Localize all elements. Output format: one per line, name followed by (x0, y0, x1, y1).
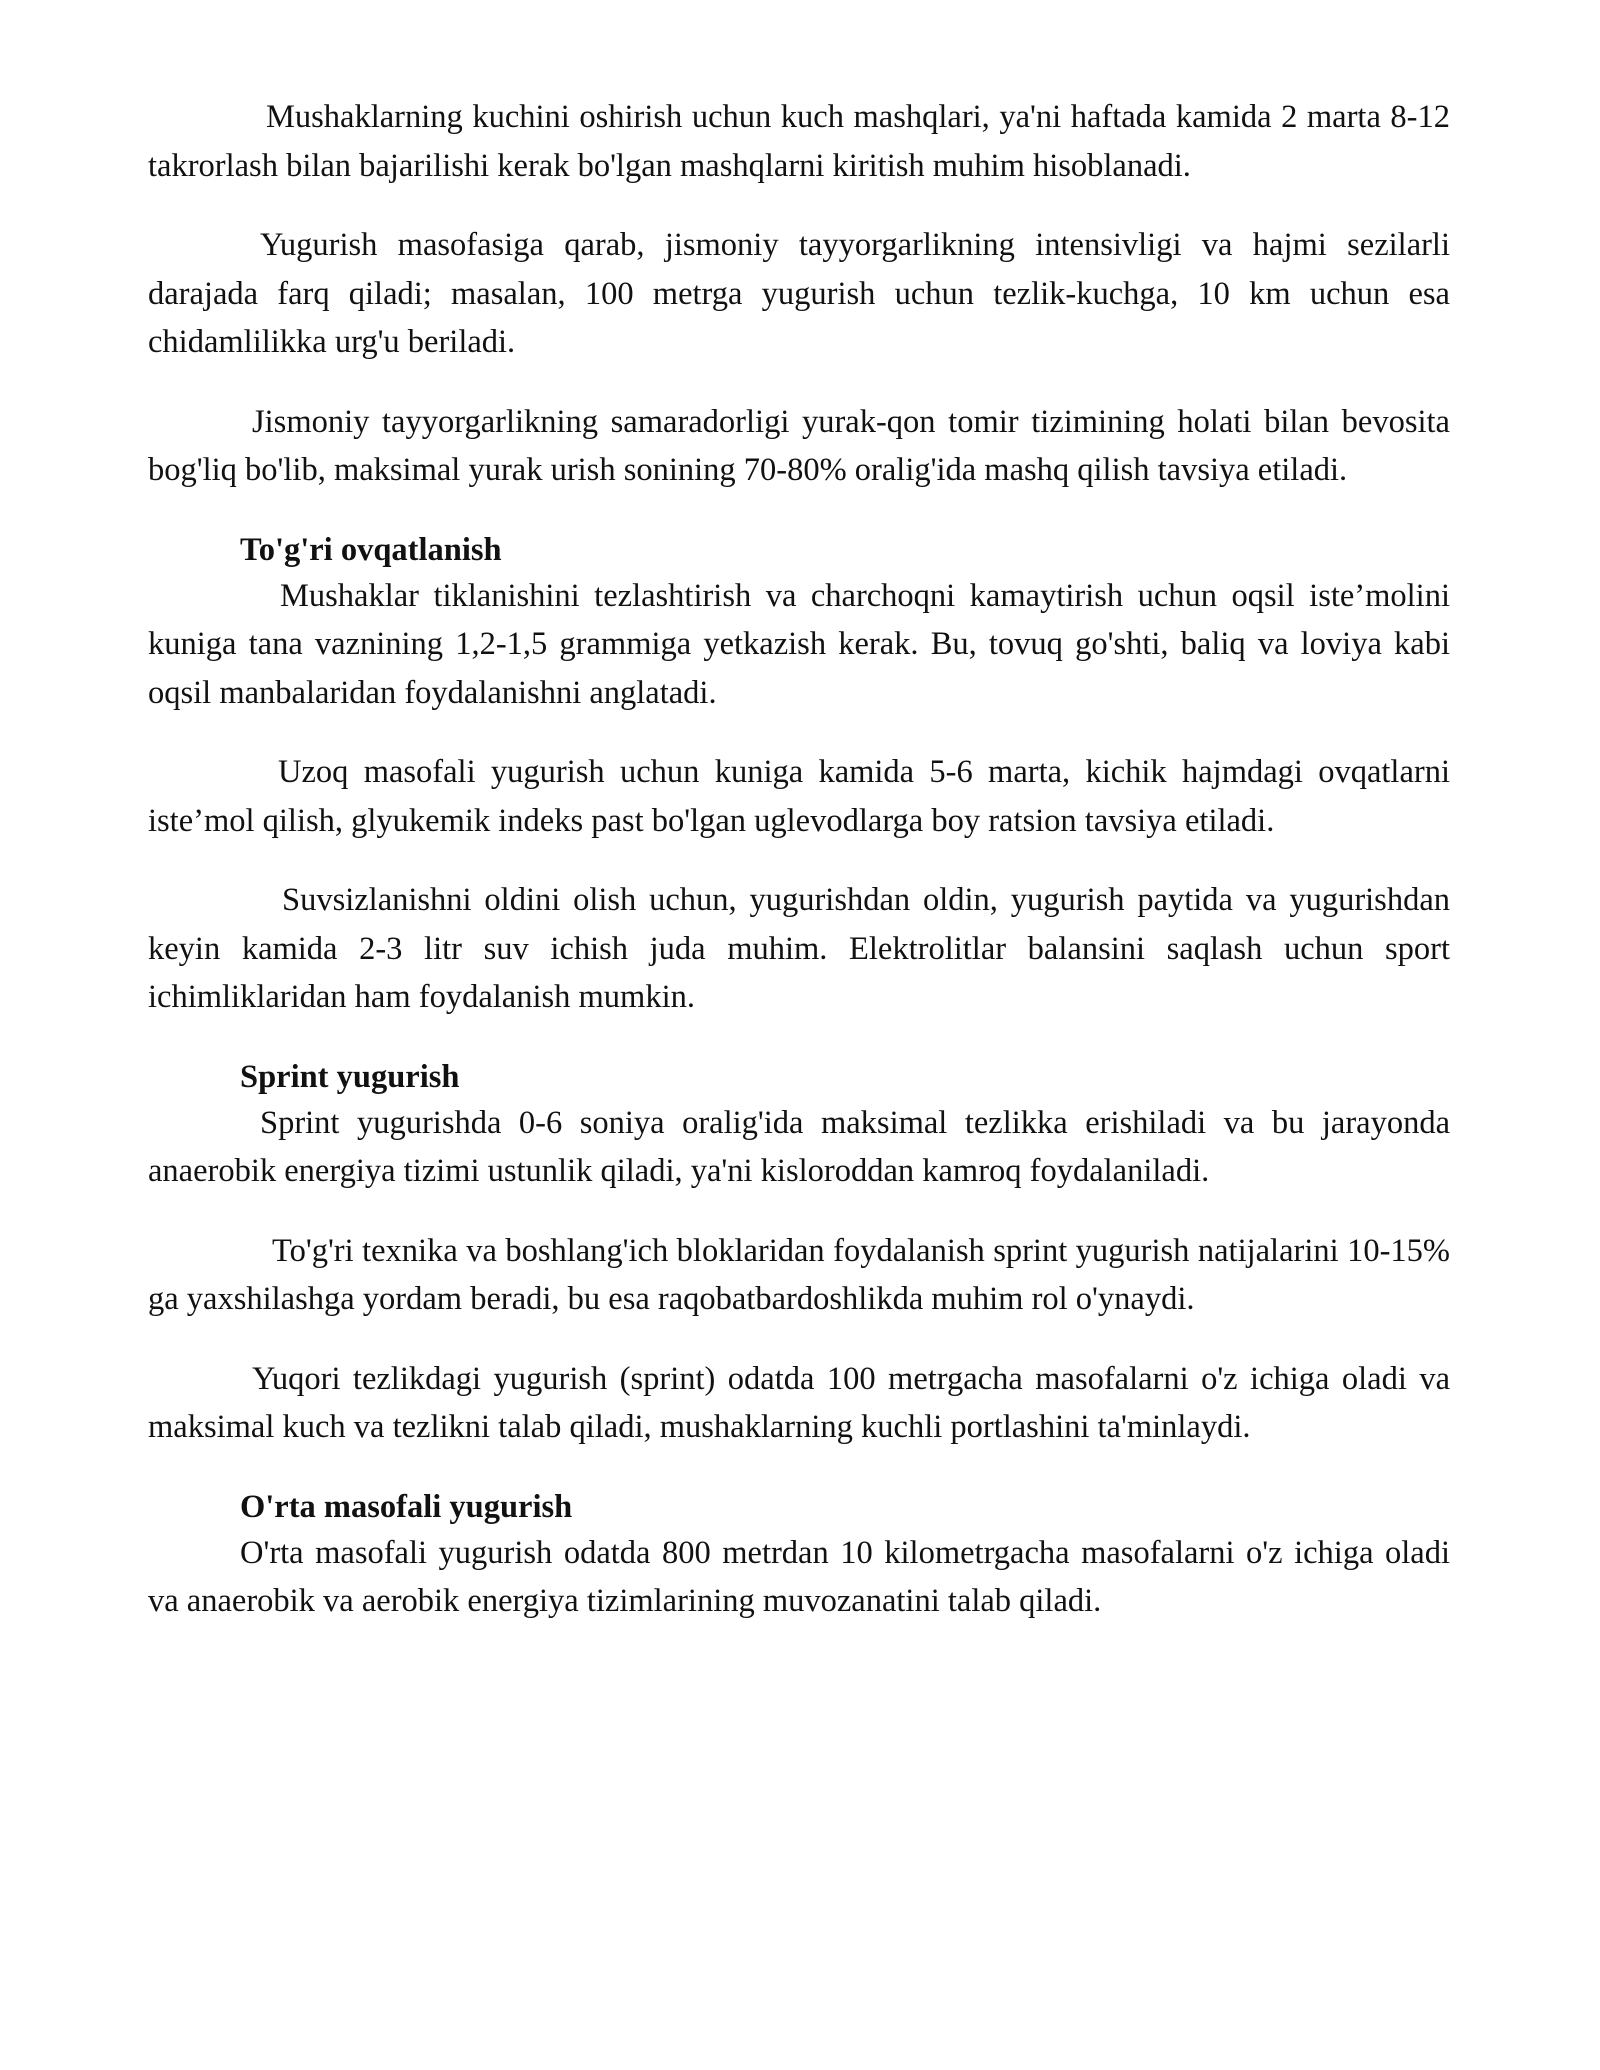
paragraph-strength-training: Mushaklarning kuchini oshirish uchun kuch mashqlari, ya'ni haftada kamida 2 marta 8-12 takrorlash bilan bajarilishi kerak bo'lgan mashqlarni kiritish muhim hisoblanadi. (148, 99, 1450, 184)
paragraph-sprint-technique: To'g'ri texnika va boshlang'ich bloklaridan foydalanish sprint yugurish natijalarini 10-15% ga yaxshilashga yordam beradi, bu esa raqobatbardoshlikda muhim rol o'ynaydi. (148, 1232, 1450, 1317)
paragraph-cardiovascular: Jismoniy tayyorgarlikning samaradorligi yurak-qon tomir tizimining holati bilan bevosita bog'liq bo'lib, maksimal yurak urish sonining 70-80% oralig'ida mashq qilish tavsiya etiladi. (148, 403, 1450, 488)
document-body (148, 93, 1450, 1626)
section-heading-nutrition: To'g'ri ovqatlanish (240, 531, 502, 568)
paragraph-running-distance: Yugurish masofasiga qarab, jismoniy tayyorgarlikning intensivligi va hajmi sezilarli darajada farq qiladi; masalan, 100 metrga yugurish uchun tezlik-kuchga, 10 km uchun esa chidamlilikka urg'u beriladi. (148, 227, 1450, 360)
paragraph-hydration: Suvsizlanishni oldini olish uchun, yugurishdan oldin, yugurish paytida va yugurishdan keyin kamida 2-3 litr suv ichish juda muhim. Elektrolitlar balansini saqlash uchun sport ichimliklaridan ham foydalanish mumkin. (148, 882, 1450, 1015)
paragraph-protein-intake: Mushaklar tiklanishini tezlashtirish va charchoqni kamaytirish uchun oqsil iste’molini kuniga tana vaznining 1,2-1,5 grammiga yetkazish kerak. Bu, tovuq go'shti, baliq va loviya kabi oqsil manbalaridan foydalanishni anglatadi. (148, 577, 1450, 711)
paragraph-middle-distance: O'rta masofali yugurish odatda 800 metrdan 10 kilometrgacha masofalarni o'z ichiga oladi va anaerobik va aerobik energiya tizimlarining muvozanatini talab qiladi. (148, 1534, 1450, 1619)
paragraph-meal-frequency: Uzoq masofali yugurish uchun kuniga kamida 5-6 marta, kichik hajmdagi ovqatlarni iste’mol qilish, glyukemik indeks past bo'lgan uglevodlarga boy ratsion tavsiya etiladi. (148, 754, 1450, 839)
paragraph-sprint-energy: Sprint yugurishda 0-6 soniya oralig'ida maksimal tezlikka erishiladi va bu jarayonda anaerobik energiya tizimi ustunlik qiladi, ya'ni kisloroddan kamroq foydalaniladi. (148, 1104, 1450, 1189)
section-heading-middle-distance: O'rta masofali yugurish (240, 1488, 573, 1525)
section-heading-sprint: Sprint yugurish (240, 1058, 460, 1095)
paragraph-sprint-distance: Yuqori tezlikdagi yugurish (sprint) odatda 100 metrgacha masofalarni o'z ichiga oladi va maksimal kuch va tezlikni talab qiladi, mushaklarning kuchli portlashini ta'minlaydi. (148, 1360, 1450, 1445)
